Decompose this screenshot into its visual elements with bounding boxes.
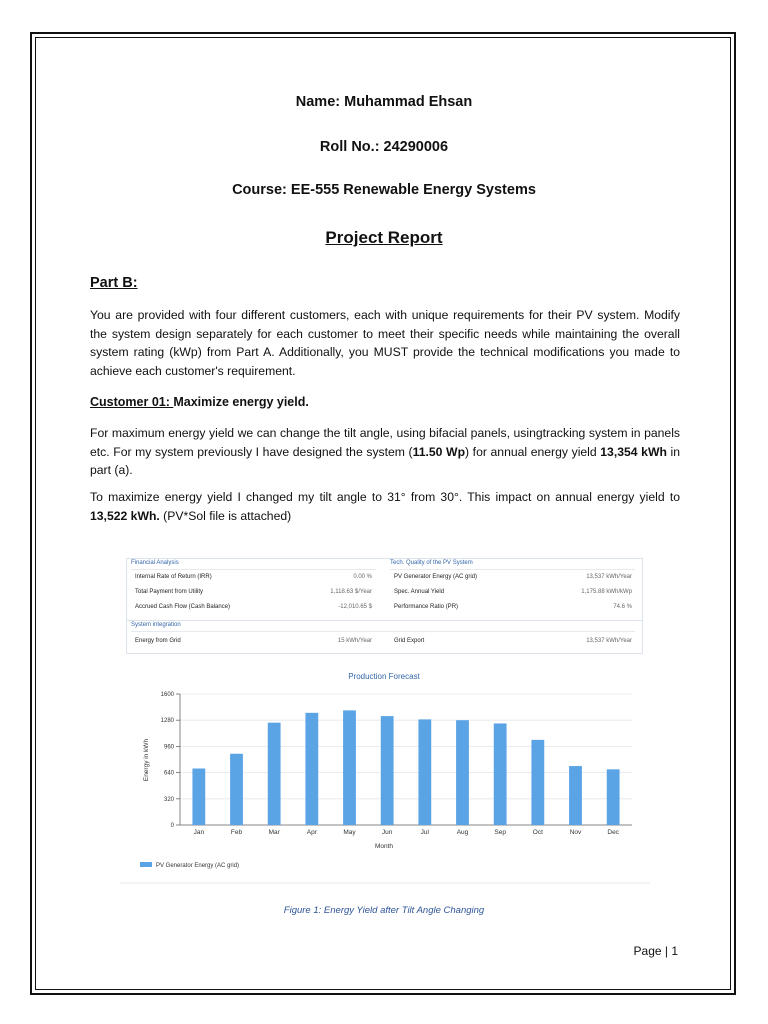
irr-value: 0.00 %	[353, 574, 372, 580]
bar-nov	[569, 766, 582, 825]
x-tick-label: Jul	[420, 829, 429, 836]
bar-mar	[268, 723, 281, 825]
y-tick-labels	[161, 692, 175, 829]
student-name: Name: Muhammad Ehsan	[295, 94, 473, 110]
x-tick-label: Oct	[532, 829, 543, 836]
part-b-intro: You are provided with four different customers, each with unique requirements for their PV system. Modify the system design separately for each customer to meet their specific needs while maintaining the overall system rating (kWp) from Part A. Additionally, you MUST provide the technical modifications you made to achieve each customer's requirement.	[90, 308, 680, 378]
bar-sep	[494, 723, 507, 825]
irr-label: Internal Rate of Return (IRR)	[135, 574, 212, 580]
x-tick-label: Dec	[607, 829, 619, 836]
x-tick-label: Mar	[268, 829, 280, 836]
p1-text-a: For maximum energy yield we can change the tilt angle, using bifacial panels, usingtracking system in panels etc. For my system previously I have designed the system (	[90, 426, 680, 459]
page-number: Page | 1	[633, 944, 678, 958]
bar-jul	[418, 719, 431, 825]
customer-heading	[90, 395, 309, 409]
chart-bars	[192, 710, 619, 825]
p2-text-c: (PV*Sol file is attached)	[159, 508, 292, 523]
bar-aug	[456, 720, 469, 825]
integration-panel	[126, 620, 643, 654]
system-rating: 11.50 Wp	[412, 444, 466, 459]
legend-label: PV Generator Energy (AC grid)	[156, 863, 240, 869]
x-tick-labels	[194, 829, 620, 836]
chart-title: Production Forecast	[348, 672, 420, 681]
x-axis-label: Month	[374, 843, 394, 850]
x-tick-label: Aug	[456, 829, 469, 836]
y-tick-label: 1280	[160, 718, 174, 725]
p1-text-c: ) for annual energy yield	[465, 444, 601, 459]
financial-analysis-title: Financial Analysis	[131, 560, 179, 566]
chart-grid	[176, 694, 632, 825]
y-tick-label: 320	[163, 796, 174, 803]
customer-paragraph-1	[90, 424, 680, 480]
bar-apr	[305, 713, 318, 825]
grid-export-label: Grid Export	[394, 638, 425, 644]
grid-energy-label: Energy from Grid	[135, 638, 181, 644]
bar-jun	[381, 716, 394, 825]
system-integration-title: System integration	[131, 622, 181, 628]
cash-flow-value: -12,010.65 $	[338, 604, 372, 610]
pr-value: 74.6 %	[613, 604, 632, 610]
payment-value: 1,118.63 $/Year	[330, 589, 372, 595]
p1-text-d: in part (a).	[90, 444, 681, 477]
pr-label: Performance Ratio (PR)	[394, 604, 459, 610]
spec-yield-label: Spec. Annual Yield	[394, 589, 445, 595]
legend-swatch	[140, 862, 152, 867]
bar-jan	[192, 769, 205, 825]
customer-label: Customer 01:	[90, 395, 174, 409]
production-forecast-chart	[0, 660, 768, 890]
pv-energy-label: PV Generator Energy (AC grid)	[394, 574, 478, 580]
pv-energy-value: 13,537 kWh/Year	[586, 574, 632, 580]
y-tick-label: 960	[163, 744, 174, 751]
customer-paragraph-2	[90, 488, 680, 525]
course-title: Course: EE-555 Renewable Energy Systems	[232, 182, 536, 198]
figure-caption: Figure 1: Energy Yield after Tilt Angle Changing	[283, 905, 485, 916]
bar-may	[343, 710, 356, 825]
grid-export-value: 13,537 kWh/Year	[586, 638, 632, 644]
bar-dec	[607, 769, 620, 825]
grid-energy-value: 15 kWh/Year	[337, 638, 372, 644]
bar-oct	[531, 740, 544, 825]
roll-number: Roll No.: 24290006	[319, 139, 449, 155]
x-tick-label: Nov	[569, 829, 582, 836]
y-tick-label: 640	[163, 770, 174, 777]
x-tick-label: Jan	[193, 829, 205, 836]
p2-text-a: To maximize energy yield I changed my tilt angle to 31° from 30°. This impact on annual energy yield to	[90, 490, 680, 504]
y-axis-label: Energy in kWh	[143, 738, 150, 782]
payment-label: Total Payment from Utility	[135, 589, 204, 595]
cash-flow-label: Accrued Cash Flow (Cash Balance)	[135, 604, 231, 610]
x-tick-label: May	[343, 829, 356, 836]
x-tick-label: Apr	[306, 829, 317, 836]
customer-goal: Maximize energy yield.	[173, 395, 309, 409]
x-tick-label: Feb	[230, 829, 243, 836]
previous-yield: 13,354 kWh	[600, 444, 667, 459]
spec-yield-value: 1,175.88 kWh/kWp	[581, 589, 632, 595]
bar-feb	[230, 754, 243, 825]
x-tick-label: Sep	[494, 829, 506, 836]
part-b-heading: Part B:	[90, 275, 138, 291]
y-tick-label: 0	[170, 823, 174, 829]
y-tick-label: 1600	[160, 692, 174, 698]
new-yield: 13,522 kWh.	[90, 508, 160, 523]
tech-quality-title: Tech. Quality of the PV System	[390, 560, 473, 566]
x-tick-label: Jun	[381, 829, 393, 836]
report-title: Project Report	[325, 228, 443, 247]
